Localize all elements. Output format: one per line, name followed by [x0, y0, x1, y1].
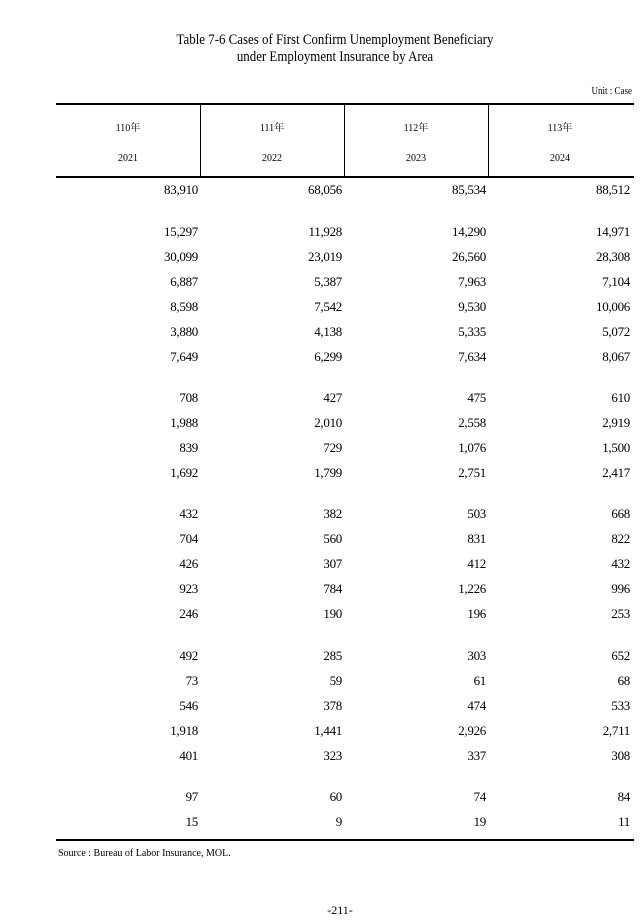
table-cell: 26,560 [452, 249, 486, 264]
table-cell: 412 [467, 556, 486, 571]
table-cell: 1,988 [170, 415, 198, 430]
table-cell: 1,076 [458, 440, 486, 455]
table-cell: 28,308 [596, 249, 630, 264]
unit-label: Unit : Case [591, 86, 632, 97]
table-cell: 1,226 [458, 581, 486, 596]
table-cell: 382 [323, 506, 342, 521]
table-top-rule [56, 103, 634, 105]
table-cell: 7,104 [602, 274, 630, 289]
table-cell: 432 [179, 506, 198, 521]
table-cell: 560 [323, 531, 342, 546]
header-year-2024: 113年 [547, 123, 573, 134]
page-number: -211- [327, 903, 353, 917]
table-bottom-rule [56, 839, 634, 841]
table-cell: 7,542 [314, 299, 342, 314]
table-cell: 432 [611, 556, 630, 571]
table-cell: 3,880 [170, 324, 198, 339]
table-cell: 2,919 [602, 415, 630, 430]
header-year-2023: 112年 [403, 123, 429, 134]
table-cell: 704 [179, 531, 198, 546]
table-cell: 23,019 [308, 249, 342, 264]
table-cell: 68 [617, 673, 630, 688]
table-cell: 652 [611, 648, 630, 663]
header-year-2022: 111年 [259, 123, 285, 134]
table-cell: 10,006 [596, 299, 630, 314]
header-ad-2023: 2023 [406, 153, 426, 164]
table-cell: 61 [473, 673, 486, 688]
table-cell: 11 [618, 814, 630, 829]
table-cell: 1,441 [314, 723, 342, 738]
table-cell: 378 [323, 698, 342, 713]
table-cell: 5,072 [602, 324, 630, 339]
table-cell: 401 [179, 748, 198, 763]
table-cell: 285 [323, 648, 342, 663]
table-cell: 68,056 [308, 182, 342, 197]
table-cell: 729 [323, 440, 342, 455]
table-cell: 2,417 [602, 465, 630, 480]
table-cell: 822 [611, 531, 630, 546]
table-cell: 426 [179, 556, 198, 571]
table-cell: 83,910 [164, 182, 198, 197]
table-cell: 246 [179, 606, 198, 621]
table-cell: 14,290 [452, 224, 486, 239]
table-cell: 2,751 [458, 465, 486, 480]
table-cell: 5,335 [458, 324, 486, 339]
table-cell: 196 [467, 606, 486, 621]
table-cell: 15 [185, 814, 198, 829]
table-cell: 8,598 [170, 299, 198, 314]
table-cell: 60 [329, 789, 342, 804]
table-cell: 2,558 [458, 415, 486, 430]
table-cell: 533 [611, 698, 630, 713]
table-cell: 253 [611, 606, 630, 621]
table-cell: 14,971 [596, 224, 630, 239]
table-cell: 6,299 [314, 349, 342, 364]
table-cell: 88,512 [596, 182, 630, 197]
table-cell: 1,500 [602, 440, 630, 455]
table-cell: 190 [323, 606, 342, 621]
table-cell: 474 [467, 698, 486, 713]
column-divider [344, 105, 345, 177]
table-cell: 323 [323, 748, 342, 763]
table-cell: 7,634 [458, 349, 486, 364]
table-cell: 7,649 [170, 349, 198, 364]
table-cell: 15,297 [164, 224, 198, 239]
table-cell: 307 [323, 556, 342, 571]
table-cell: 85,534 [452, 182, 486, 197]
table-cell: 996 [611, 581, 630, 596]
table-cell: 546 [179, 698, 198, 713]
table-cell: 923 [179, 581, 198, 596]
table-cell: 708 [179, 390, 198, 405]
table-cell: 503 [467, 506, 486, 521]
table-cell: 30,099 [164, 249, 198, 264]
table-cell: 84 [617, 789, 630, 804]
table-cell: 492 [179, 648, 198, 663]
table-cell: 6,887 [170, 274, 198, 289]
table-cell: 7,963 [458, 274, 486, 289]
table-cell: 9,530 [458, 299, 486, 314]
table-cell: 97 [185, 789, 198, 804]
table-cell: 784 [323, 581, 342, 596]
table-cell: 2,010 [314, 415, 342, 430]
table-cell: 1,692 [170, 465, 198, 480]
table-cell: 73 [185, 673, 198, 688]
table-header-rule [56, 176, 634, 178]
table-title-line2: under Employment Insurance by Area [236, 49, 434, 65]
source-note: Source : Bureau of Labor Insurance, MOL. [58, 848, 231, 859]
table-cell: 337 [467, 748, 486, 763]
table-cell: 839 [179, 440, 198, 455]
table-cell: 9 [335, 814, 342, 829]
table-cell: 5,387 [314, 274, 342, 289]
header-ad-2022: 2022 [262, 153, 282, 164]
table-cell: 2,926 [458, 723, 486, 738]
table-cell: 303 [467, 648, 486, 663]
header-year-2021: 110年 [115, 123, 141, 134]
table-cell: 4,138 [314, 324, 342, 339]
table-cell: 610 [611, 390, 630, 405]
table-cell: 427 [323, 390, 342, 405]
table-cell: 74 [473, 789, 486, 804]
table-cell: 59 [329, 673, 342, 688]
column-divider [488, 105, 489, 177]
header-ad-2021: 2021 [118, 153, 138, 164]
table-cell: 831 [467, 531, 486, 546]
table-cell: 1,799 [314, 465, 342, 480]
table-cell: 668 [611, 506, 630, 521]
table-cell: 8,067 [602, 349, 630, 364]
table-title [47, 32, 623, 66]
header-ad-2024: 2024 [550, 153, 570, 164]
table-cell: 19 [473, 814, 486, 829]
table-cell: 1,918 [170, 723, 198, 738]
table-cell: 11,928 [308, 224, 342, 239]
table-title-line1: Table 7-6 Cases of First Confirm Unemployment Beneficiary [176, 32, 494, 48]
table-cell: 475 [467, 390, 486, 405]
table-cell: 308 [611, 748, 630, 763]
column-divider [200, 105, 201, 177]
table-cell: 2,711 [602, 723, 630, 738]
